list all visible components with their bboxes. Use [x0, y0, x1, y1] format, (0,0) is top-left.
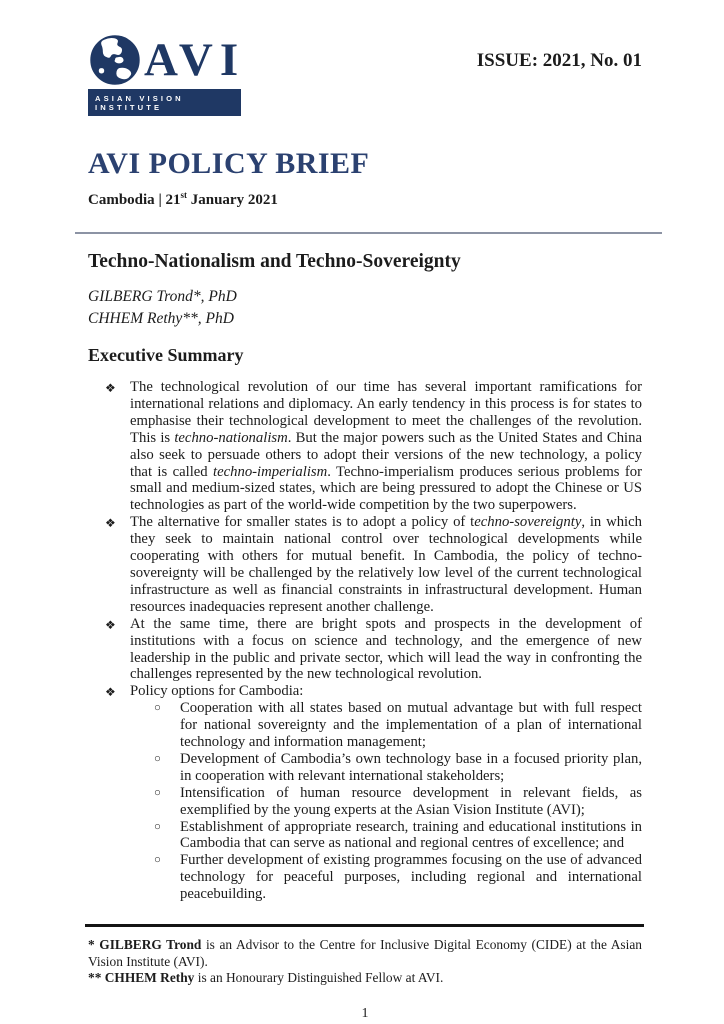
text-run: , in which they seek to maintain national control over technological developments while cooperating with others for mutual benefit. In Cambodia, the policy of techno-sovereignty will be challenged by the relatively low level of the current technological infrastructure as well as financial constraints in infrastructural development. Human resources inadequacies represent another challenge.: [130, 514, 642, 615]
diamond-bullet-icon: ❖: [105, 617, 116, 632]
text-run: is an Honourary Distinguished Fellow at AVI.: [194, 970, 444, 986]
logo-top-row: [88, 33, 245, 87]
diamond-bullet-icon: ❖: [105, 685, 116, 700]
footnote-divider-rule: [85, 924, 644, 927]
footnote-1: [88, 937, 642, 970]
sub-item-text-4: Establishment of appropriate research, training and educational institutions in Cambodia that can serve as national and regional centres of excellence; and: [180, 818, 642, 852]
text-run: . Techno-imperialism produces serious problems for small and medium-sized states, which are being pressured to adopt the Chinese or US technologies as part of the world-wide competition by the two superpowers.: [130, 463, 642, 514]
text-run: The technological revolution of our time has several important ramifications for international relations and diplomacy. An early tendency in this process is for states to emphasise their technological development to meet the challenges of the revolution. This is: [130, 379, 642, 446]
header-divider-rule: [75, 232, 662, 234]
page-header: [88, 33, 642, 116]
author-lines: [88, 286, 642, 330]
sub-item-text-2: Development of Cambodia’s own technology base in a focused priority plan, in cooperation with relevant international stakeholders;: [180, 750, 642, 784]
sub-item-1: [88, 700, 642, 751]
circle-bullet-icon: ○: [154, 786, 161, 799]
issue-label: ISSUE: 2021, No. 01: [476, 50, 642, 71]
circle-bullet-icon: ○: [154, 702, 161, 715]
page-number: 1: [361, 1005, 369, 1021]
sub-item-text-1: Cooperation with all states based on mutual advantage but with full respect for national sovereignty and the implementation of a plan of international technology and information management;: [180, 700, 642, 751]
bullet-item-3: [88, 616, 642, 684]
article-title: Techno-Nationalism and Techno-Sovereignty: [88, 251, 461, 272]
circle-bullet-icon: ○: [154, 854, 161, 867]
author-line-2: CHHEM Rethy**, PhD: [88, 310, 234, 327]
text-run: ** CHHEM Rethy: [88, 970, 195, 986]
text-run: techno-nationalism: [174, 429, 288, 446]
bullet-item-4: [88, 683, 642, 700]
diamond-bullet-icon: ❖: [105, 381, 116, 395]
bullet-item-2: [88, 514, 642, 615]
bullet-text-3: [130, 616, 642, 683]
policy-options-sublist: [88, 700, 642, 903]
dateline-location: Cambodia: [88, 192, 155, 208]
sub-item-5: [88, 852, 642, 903]
globe-asia-icon: [88, 33, 142, 87]
sub-item-text-5: Further development of existing programmes focusing on the use of advanced technology for peaceful purposes, including regional and international peacebuilding.: [180, 852, 642, 903]
circle-bullet-icon: ○: [154, 752, 161, 765]
summary-list: [88, 379, 642, 903]
dateline-day: 21: [165, 192, 181, 208]
circle-bullet-icon: ○: [154, 820, 161, 833]
logo-institute-bar: ASIAN VISION INSTITUTE: [88, 89, 241, 116]
diamond-bullet-icon: ❖: [105, 516, 116, 531]
section-heading: Executive Summary: [88, 345, 244, 365]
sub-item-text-3: Intensification of human resource development in relevant fields, as exemplified by the young experts at the Asian Vision Institute (AVI);: [180, 784, 642, 818]
dateline: [88, 190, 642, 209]
dateline-separator: |: [154, 192, 166, 208]
logo-acronym: AVI: [144, 33, 246, 86]
text-run: techno-imperialism: [213, 463, 328, 480]
dateline-month-year: January 2021: [187, 192, 278, 208]
text-run: * GILBERG Trond: [88, 937, 202, 953]
brief-title: AVI POLICY BRIEF: [88, 147, 370, 180]
footnotes: [88, 937, 642, 987]
dateline-ordinal: st: [180, 190, 187, 200]
bullet-text-1: [130, 379, 642, 513]
text-run: echno-sovereignty: [474, 514, 582, 531]
sub-item-3: [88, 785, 642, 819]
author-line-1: GILBERG Trond*, PhD: [88, 288, 237, 305]
text-run: Policy options for Cambodia:: [130, 683, 304, 700]
text-run: is an Advisor to the Centre for Inclusive Digital Economy (CIDE) at the Asian Vision Institute (AVI).: [88, 937, 642, 969]
avi-logo: [88, 33, 245, 116]
bullet-text-2: [130, 514, 642, 615]
sub-item-2: [88, 751, 642, 785]
bullet-item-1: [88, 379, 642, 514]
footnote-2: [88, 970, 642, 987]
sub-item-4: [88, 819, 642, 853]
bullet-text-4: [130, 683, 303, 699]
text-run: The alternative for smaller states is to adopt a policy of t: [130, 514, 475, 531]
text-run: At the same time, there are bright spots and prospects in the development of institutions with a focus on science and technology, and the emergence of new leadership in the public and private sector, which will lead the way in confronting the challenges represented by the new technological revolution.: [130, 615, 642, 683]
text-run: . But the major powers such as the United States and China also seek to persuade others to adopt their versions of the new technology, a policy that is called: [130, 429, 642, 480]
